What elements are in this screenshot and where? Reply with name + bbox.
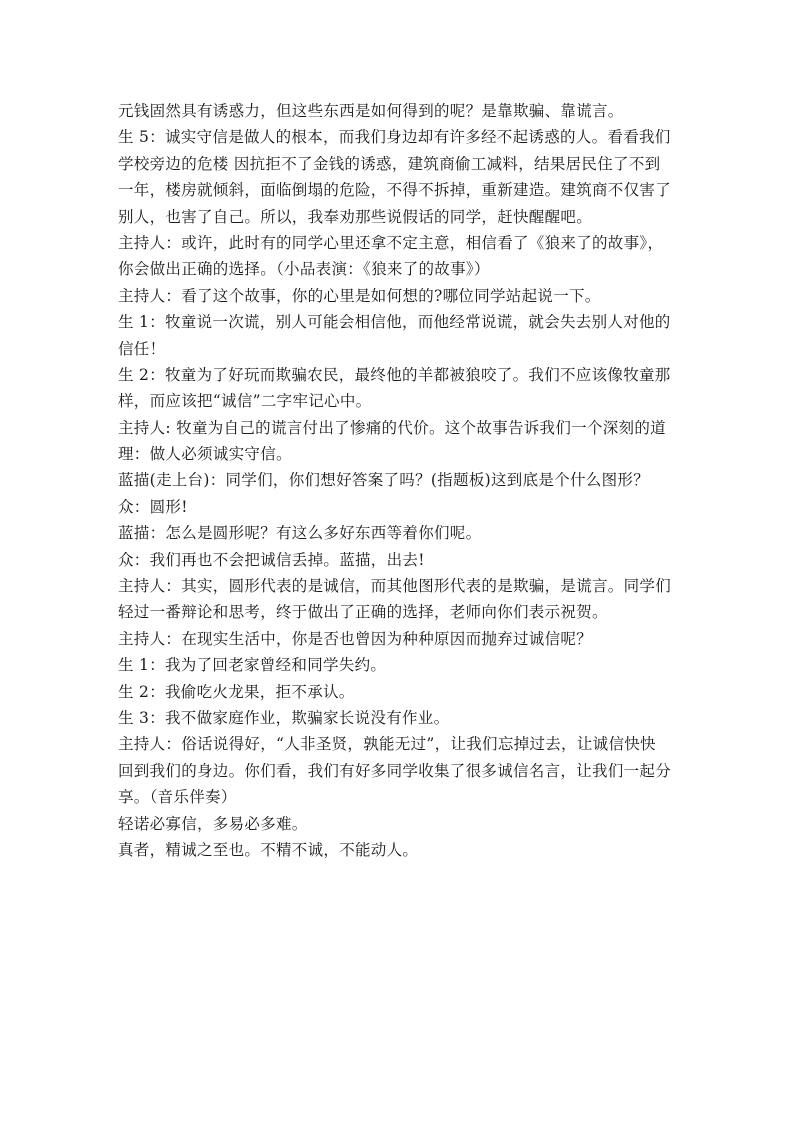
text-line: 众：圆形!	[118, 497, 188, 516]
document-body	[118, 98, 678, 863]
text-line: 主持人: 牧童为自己的谎言付出了惨痛的代价。这个故事告诉我们一个深刻的道	[118, 418, 666, 437]
text-line: 理：做人必须诚实守信。	[118, 445, 292, 464]
text-line: 蓝描：怎么是圆形呢？有这么多好东西等着你们呢。	[118, 524, 482, 543]
text-line: 你会做出正确的选择。（小品表演：《狼来了的故事》）	[118, 260, 490, 279]
text-line: 主持人：俗话说得好，“人非圣贤，孰能无过”，让我们忘掉过去，让诚信快快	[118, 735, 656, 754]
text-line: 生 2：我偷吃火龙果，拒不承认。	[118, 682, 355, 701]
text-line: 别人，也害了自己。所以，我奉劝那些说假话的同学，赶快醒醒吧。	[118, 207, 593, 226]
text-line: 回到我们的身边。你们看，我们有好多同学收集了很多诚信名言，让我们一起分	[118, 761, 672, 780]
text-line: 享。（音乐伴奏）	[118, 788, 237, 807]
text-line: 元钱固然具有诱惑力，但这些东西是如何得到的呢？是靠欺骗、靠谎言。	[118, 102, 624, 120]
text-line: 生 1：牧童说一次谎，别人可能会相信他，而他经常说谎，就会失去别人对他的	[118, 313, 671, 332]
text-line: 蓝描(走上台)：同学们，你们想好答案了吗？(指题板)这到底是个什么图形？	[118, 471, 649, 490]
text-line: 主持人：在现实生活中，你是否也曾因为种种原因而抛弃过诚信呢？	[118, 629, 593, 648]
text-line: 真者，精诚之至也。不精不诚，不能动人。	[118, 840, 419, 859]
text-line: 轻诺必寡信，多易必多难。	[118, 814, 308, 833]
text-line: 生 2：牧童为了好玩而欺骗农民，最终他的羊都被狼咬了。我们不应该像牧童那	[118, 365, 671, 384]
text-line: 轻过一番辩论和思考，终于做出了正确的选择，老师向你们表示祝贺。	[118, 603, 608, 622]
text-line: 生 5：诚实守信是做人的根本，而我们身边却有许多经不起诱惑的人。看看我们	[118, 128, 671, 147]
text-line: 主持人：其实，圆形代表的是诚信，而其他图形代表的是欺骗，是谎言。同学们	[118, 577, 672, 596]
text-line: 主持人：或许，此时有的同学心里还拿不定主意，相信看了《狼来了的故事》，	[118, 233, 664, 252]
text-line: 学校旁边的危楼 因抗拒不了金钱的诱惑，建筑商偷工减料，结果居民住了不到	[118, 154, 661, 173]
text-line: 主持人：看了这个故事，你的心里是如何想的?哪位同学站起说一下。	[118, 286, 601, 305]
text-line: 生 1：我为了回老家曾经和同学失约。	[118, 656, 387, 675]
text-line: 一年，楼房就倾斜，面临倒塌的危险，不得不拆掉，重新建造。建筑商不仅害了	[118, 181, 672, 200]
text-line: 生 3：我不做家庭作业，欺骗家长说没有作业。	[118, 708, 450, 727]
text-line: 众：我们再也不会把诚信丢掉。蓝描，出去!	[118, 550, 425, 569]
text-line: 信任！	[118, 339, 166, 358]
text-line: 样，而应该把“诚信”二字牢记心中。	[118, 392, 372, 411]
